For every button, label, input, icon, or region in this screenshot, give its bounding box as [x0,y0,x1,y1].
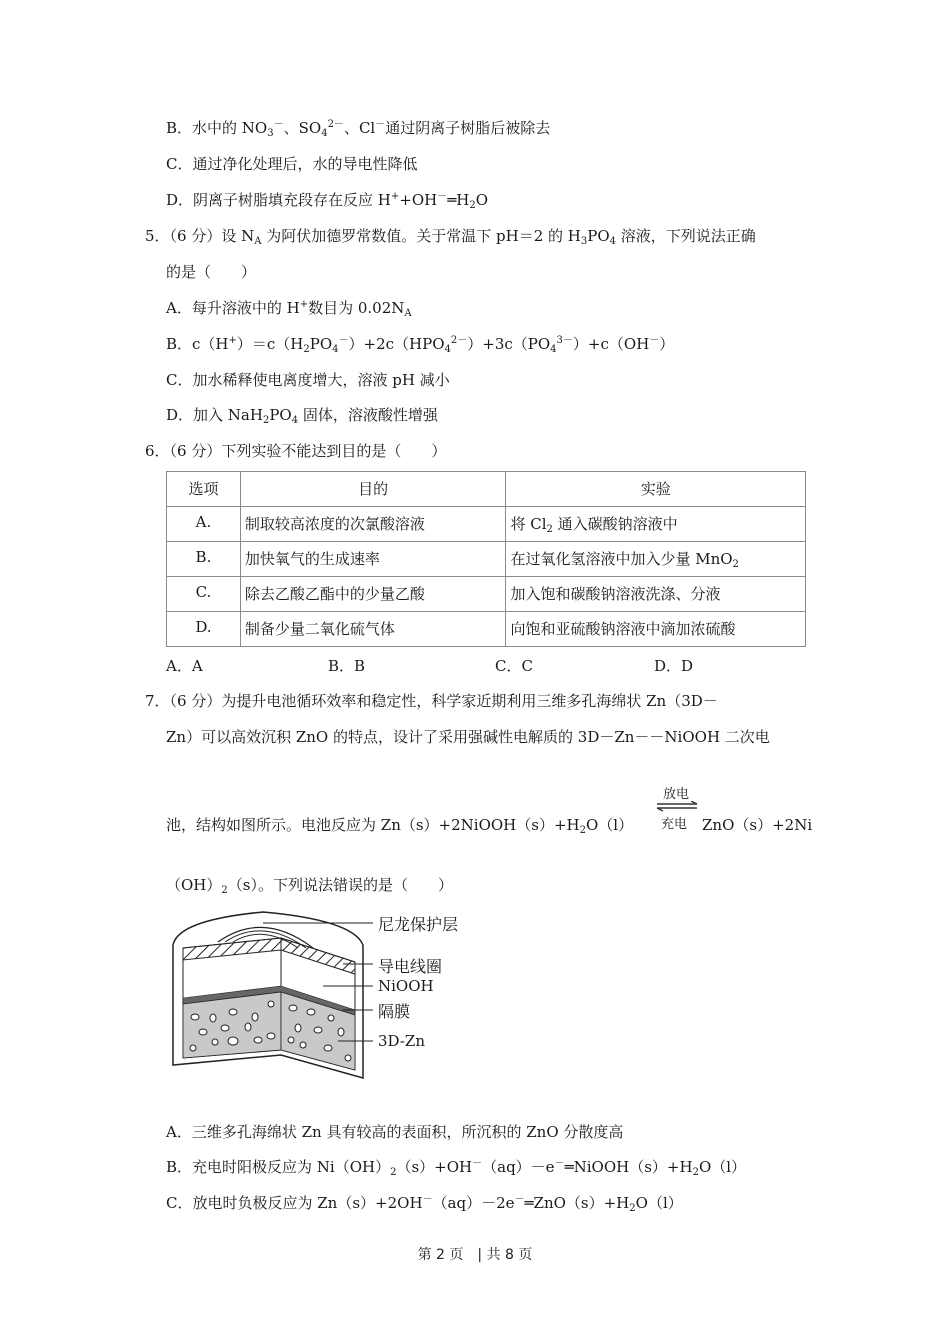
q5-stem: 5．（6 分）设 $N_A$ 为阿伏加德罗常数值。关于常温下 pH＝2 的 $H_3PO_4$ 溶液，下列说法正确 [145,227,756,247]
q5-option-a: A．每升溶液中的 H+数目为 $0.02N_A$ [166,299,412,319]
label-nylon-layer: 尼龙保护层 [378,915,459,934]
q5-stem-line2: 的是（ ） [166,263,257,281]
q5-option-c: C．加水稀释使电离度增大，溶液 pH 减小 [166,371,450,389]
q7-stem-line2: Zn）可以高效沉积 ZnO 的特点，设计了采用强碱性电解质的 3D－Zn－－NiOOH 二次电 [166,728,770,746]
q6-stem: 6．（6 分）下列实验不能达到目的是（ ） [145,442,447,460]
label-niooh: NiOOH [378,977,434,995]
page-footer: 第 2 页 | 共 8 页 [417,1247,533,1263]
q6-choice-d: D．D [654,657,694,675]
q4-option-b: B．水中的 $NO_3^-$、$SO_4^{2-}$、Cl－通过阴离子树脂后被除去 [166,119,551,139]
equilibrium-arrow-icon [655,801,700,813]
header-option: 选项 [167,472,241,507]
battery-structure-figure [163,900,493,1080]
table-row: B. 加快氧气的生成速率 在过氧化氢溶液中加入少量 MnO$_2$ [167,542,806,577]
header-purpose: 目的 [240,472,506,507]
table-row: C. 除去乙酸乙酯中的少量乙酸 加入饱和碳酸钠溶液洗涤、分液 [167,577,806,612]
q6-experiment-table [166,471,806,647]
q6-choice-a: A．A [166,657,203,675]
header-experiment: 实验 [506,472,806,507]
table-row: A. 制取较高浓度的次氯酸溶液 将 $Cl_2$ 通入碳酸钠溶液中 [167,507,806,542]
label-coil: 导电线圈 [378,957,443,976]
q4-option-d: D．阴离子树脂填充段存在反应 $H^++OH^-═H_2O$ [166,191,489,211]
q6-choices [166,655,806,675]
discharge-label: 放电 [663,787,690,802]
q7-stem-line4: $(OH)_2(s)$。下列说法错误的是（ ） [166,876,453,896]
q7-option-b: B．充电时阳极反应为 $Ni(OH)_2(s)+OH^-(aq)-e^-═NiOOH(s)+H_2O(l)$ [166,1158,747,1178]
label-3d-zn: 3D-Zn [378,1032,425,1050]
q4-option-c: C．通过净化处理后，水的导电性降低 [166,155,418,173]
q6-choice-b: B．B [328,657,366,675]
q5-option-d: D．加入 $NaH_2PO_4$ 固体，溶液酸性增强 [166,406,438,426]
q7-stem-line1: 7．（6 分）为提升电池循环效率和稳定性，科学家近期利用三维多孔海绵状 Zn（3D－ [145,692,718,710]
q5-option-b: B．$c(H^+)=c(H_2PO_4^-)+2c(HPO_4^{2-})+3c(PO_4^{3-})+c(OH^-)$ [166,335,675,355]
table-header-row [167,472,806,507]
reversible-reaction-arrow [655,783,700,833]
table-row: D. 制备少量二氧化硫气体 向饱和亚硫酸钠溶液中滴加浓硫酸 [167,612,806,647]
q6-choice-c: C．C [495,657,533,675]
q7-option-c: C．放电时负极反应为 $Zn(s)+2OH^-(aq)-2e^-═ZnO(s)+H_2O(l)$ [166,1194,683,1214]
q7-stem-line3-after: ZnO（s）+2Ni [702,816,813,834]
q7-stem-line3: 池，结构如图所示。电池反应为 $Zn(s)+2NiOOH(s)+H_2O(l)$ [166,816,634,836]
q7-option-a: A．三维多孔海绵状 Zn 具有较高的表面积，所沉积的 ZnO 分散度高 [166,1123,624,1141]
charge-label: 充电 [661,817,688,832]
label-separator: 隔膜 [378,1002,411,1021]
